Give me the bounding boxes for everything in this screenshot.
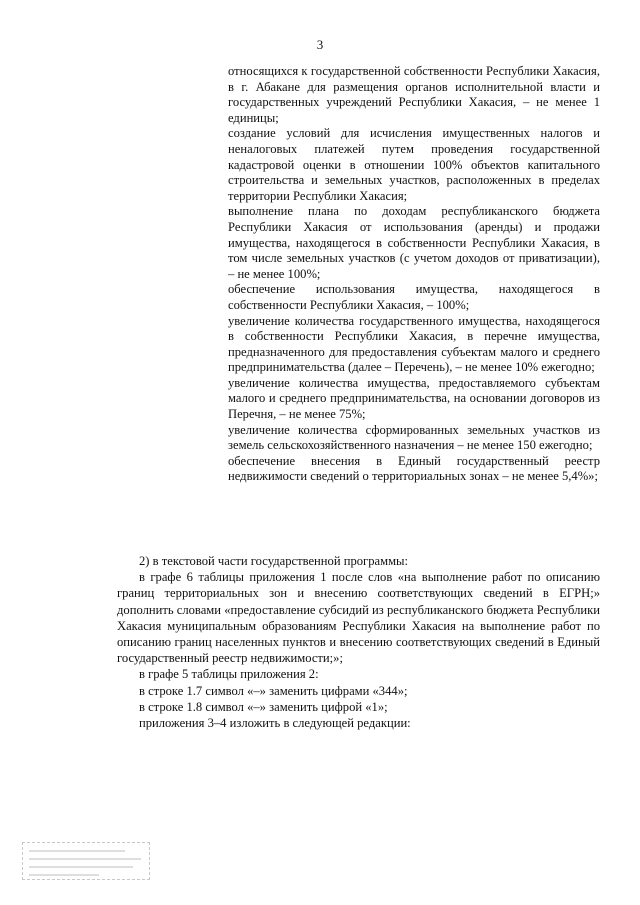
main-text xyxy=(117,553,600,731)
list-item: увеличение количества имущества, предоставляемого субъектам малого и среднего предпринимательства, на основании договоров из Перечня, – не менее 75%; xyxy=(228,375,600,422)
paragraph: в графе 5 таблицы приложения 2: xyxy=(139,667,319,682)
paragraph: 2) в текстовой части государственной программы: xyxy=(139,554,408,568)
list-item: обеспечение внесения в Единый государственный реестр недвижимости сведений о территориальных зонах – не менее 5,4%»; xyxy=(228,453,600,484)
list-item: увеличение количества сформированных земельных участков из земель сельскохозяйственного назначения – не менее 150 ежегодно; xyxy=(228,422,600,453)
faded-stamp xyxy=(22,842,150,880)
list-item: обеспечение использования имущества, находящегося в собственности Республики Хакасия, – 100%; xyxy=(228,282,600,312)
paragraph: в графе 6 таблицы приложения 1 после слов «на выполнение работ по описанию границ территориальных зон и внесению соответствующих сведений в ЕГРН;» дополнить словами «предоставление субсидий из республиканского бюджета Республики Хакасия муниципальным образованиям Республики Хакасия на выполнение работ по описанию границ населенных пунктов и внесению соответствующих сведений в Единый государственный реестр недвижимости;»; xyxy=(117,570,600,666)
page-number: 3 xyxy=(316,37,324,52)
paragraph: в строке 1.7 символ «–» заменить цифрами «344»; xyxy=(139,683,408,698)
list-item: создание условий для исчисления имущественных налогов и неналоговых платежей путем проведения государственной кадастровой оценки в отношении 100% объектов капитального строительства и земельных участков, расположенных в пределах территории Республики Хакасия; xyxy=(228,126,600,203)
paragraph: приложения 3–4 изложить в следующей редакции: xyxy=(139,716,411,731)
list-item: относящихся к государственной собственности Республики Хакасия, в г. Абакане для размещения органов исполнительной власти и государственных учреждений Республики Хакасия, – не менее 1 единицы; xyxy=(228,64,600,125)
paragraph: в строке 1.8 символ «–» заменить цифрой «1»; xyxy=(139,699,388,714)
list-item: увеличение количества государственного имущества, находящегося в собственности Республики Хакасия, в перечне имущества, предназначенного для предоставления субъектам малого и среднего предпринимательства (далее – Перечень), – не менее 10% ежегодно; xyxy=(228,313,600,375)
continuation-list xyxy=(228,64,600,485)
list-item: выполнение плана по доходам республиканского бюджета Республики Хакасия от использования (аренды) и продажи имущества, находящегося в собственности Республики Хакасия, в том числе земельных участков (с учетом доходов от приватизации), – не менее 100%; xyxy=(228,204,600,281)
